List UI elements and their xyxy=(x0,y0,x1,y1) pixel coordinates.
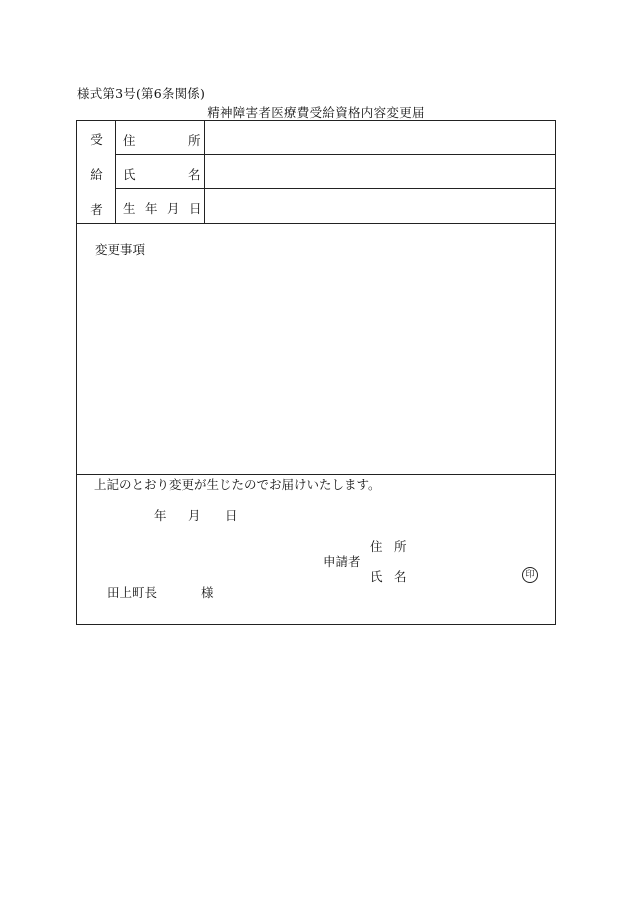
applicant-label: 申請者 xyxy=(323,554,361,569)
date-year-label: 年 xyxy=(154,508,167,523)
birthdate-field[interactable] xyxy=(205,189,555,223)
seal-mark-icon: 印 xyxy=(522,567,538,583)
mayor-addressee: 田上町長 xyxy=(107,585,158,600)
recipient-char-1: 受 xyxy=(90,132,103,147)
declaration-section xyxy=(77,475,555,624)
applicant-name-label-b: 名 xyxy=(394,569,407,584)
birthdate-row xyxy=(116,189,555,223)
birthdate-label-part-1: 生 xyxy=(123,201,136,216)
changes-section[interactable] xyxy=(77,224,555,475)
name-label-a: 氏 xyxy=(123,167,136,182)
name-field[interactable] xyxy=(205,155,555,188)
recipient-vertical-label xyxy=(77,121,116,223)
form-number: 様式第3号(第6条関係) xyxy=(77,86,206,101)
recipient-char-3: 者 xyxy=(90,202,103,217)
declaration-text: 上記のとおり変更が生じたのでお届けいたします。 xyxy=(94,477,381,492)
form-title: 精神障害者医療費受給資格内容変更届 xyxy=(207,105,425,120)
address-field[interactable] xyxy=(205,121,555,154)
applicant-address-label-a: 住 xyxy=(370,539,383,554)
date-day-label: 日 xyxy=(225,508,238,523)
changes-label: 変更事項 xyxy=(95,242,146,257)
name-label xyxy=(116,155,205,188)
address-label-b: 所 xyxy=(188,133,201,148)
address-label-a: 住 xyxy=(123,133,136,148)
applicant-address-label-b: 所 xyxy=(394,539,407,554)
recipient-section xyxy=(77,121,555,224)
birthdate-label-part-3: 月 xyxy=(167,201,180,216)
form-frame xyxy=(76,120,556,625)
recipient-char-2: 給 xyxy=(90,167,103,182)
birthdate-label-part-2: 年 xyxy=(145,201,158,216)
address-label xyxy=(116,121,205,154)
date-month-label: 月 xyxy=(188,508,201,523)
birthdate-label-part-4: 日 xyxy=(189,201,202,216)
honorific: 様 xyxy=(201,585,214,600)
name-row xyxy=(116,155,555,189)
birthdate-label xyxy=(116,189,205,223)
address-row xyxy=(116,121,555,155)
name-label-b: 名 xyxy=(188,167,201,182)
applicant-name-label-a: 氏 xyxy=(370,569,383,584)
